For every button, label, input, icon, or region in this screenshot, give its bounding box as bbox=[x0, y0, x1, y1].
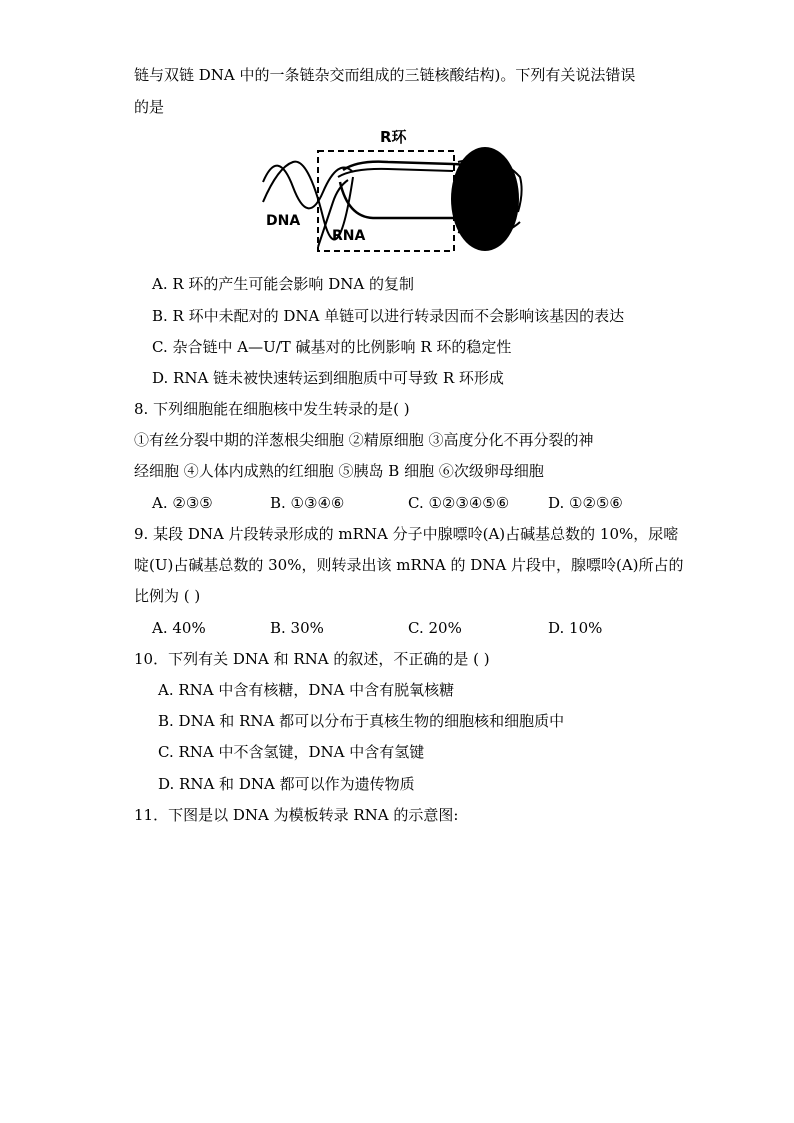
q10-stem: 10．下列有关 DNA 和 RNA 的叙述，不正确的是 ( ) bbox=[134, 650, 490, 668]
q7-option-d[interactable]: D. RNA 链未被快速转运到细胞质中可导致 R 环形成 bbox=[152, 369, 504, 387]
r-loop-label: R环 bbox=[380, 128, 407, 146]
q8-option-d[interactable]: D. ①②⑤⑥ bbox=[548, 494, 623, 512]
q7-stem-line1: 链与双链 DNA 中的一条链杂交而组成的三链核酸结构)。下列有关说法错误 bbox=[134, 66, 636, 84]
r-loop-figure bbox=[258, 122, 530, 258]
q9-option-c[interactable]: C. 20% bbox=[408, 619, 462, 637]
rna-label: RNA bbox=[332, 228, 366, 244]
r-loop-diagram bbox=[258, 122, 530, 258]
q9-stem-line3: 比例为 ( ) bbox=[134, 587, 201, 605]
dna-label: DNA bbox=[266, 213, 301, 229]
dna-upper-strand-b bbox=[338, 169, 453, 177]
q8-items-line1: ①有丝分裂中期的洋葱根尖细胞 ②精原细胞 ③高度分化不再分裂的神 bbox=[134, 431, 594, 449]
hybrid-strand bbox=[340, 182, 456, 218]
q8-items-line2: 经细胞 ④人体内成熟的红细胞 ⑤胰岛 B 细胞 ⑥次级卵母细胞 bbox=[134, 462, 544, 480]
q9-option-b[interactable]: B. 30% bbox=[270, 619, 324, 637]
q7-option-b[interactable]: B. R 环中未配对的 DNA 单链可以进行转录因而不会影响该基因的表达 bbox=[152, 307, 625, 325]
q10-option-d[interactable]: D. RNA 和 DNA 都可以作为遗传物质 bbox=[158, 775, 415, 793]
q8-option-b[interactable]: B. ①③④⑥ bbox=[270, 494, 345, 512]
q9-stem-line2: 啶(U)占碱基总数的 30%，则转录出该 mRNA 的 DNA 片段中，腺嘌呤(A)所占的 bbox=[134, 556, 684, 574]
q10-option-c[interactable]: C. RNA 中不含氢键，DNA 中含有氢键 bbox=[158, 743, 425, 761]
rna-polymerase-blob bbox=[451, 147, 519, 251]
q10-option-b[interactable]: B. DNA 和 RNA 都可以分布于真核生物的细胞核和细胞质中 bbox=[158, 712, 565, 730]
q9-option-a[interactable]: A. 40% bbox=[152, 619, 206, 637]
q8-stem: 8. 下列细胞能在细胞核中发生转录的是( ) bbox=[134, 400, 410, 418]
q11-stem: 11．下图是以 DNA 为模板转录 RNA 的示意图: bbox=[134, 806, 459, 824]
q9-stem-line1: 9. 某段 DNA 片段转录形成的 mRNA 分子中腺嘌呤(A)占碱基总数的 10%，尿嘧 bbox=[134, 525, 679, 543]
q8-option-c[interactable]: C. ①②③④⑤⑥ bbox=[408, 494, 510, 512]
q7-option-c[interactable]: C. 杂合链中 A—U/T 碱基对的比例影响 R 环的稳定性 bbox=[152, 338, 512, 356]
q10-option-a[interactable]: A. RNA 中含有核糖，DNA 中含有脱氧核糖 bbox=[158, 681, 455, 699]
q7-option-a[interactable]: A. R 环的产生可能会影响 DNA 的复制 bbox=[152, 275, 414, 293]
q7-stem-line2: 的是 bbox=[134, 98, 165, 116]
q8-option-a[interactable]: A. ②③⑤ bbox=[152, 494, 213, 512]
q9-option-d[interactable]: D. 10% bbox=[548, 619, 603, 637]
